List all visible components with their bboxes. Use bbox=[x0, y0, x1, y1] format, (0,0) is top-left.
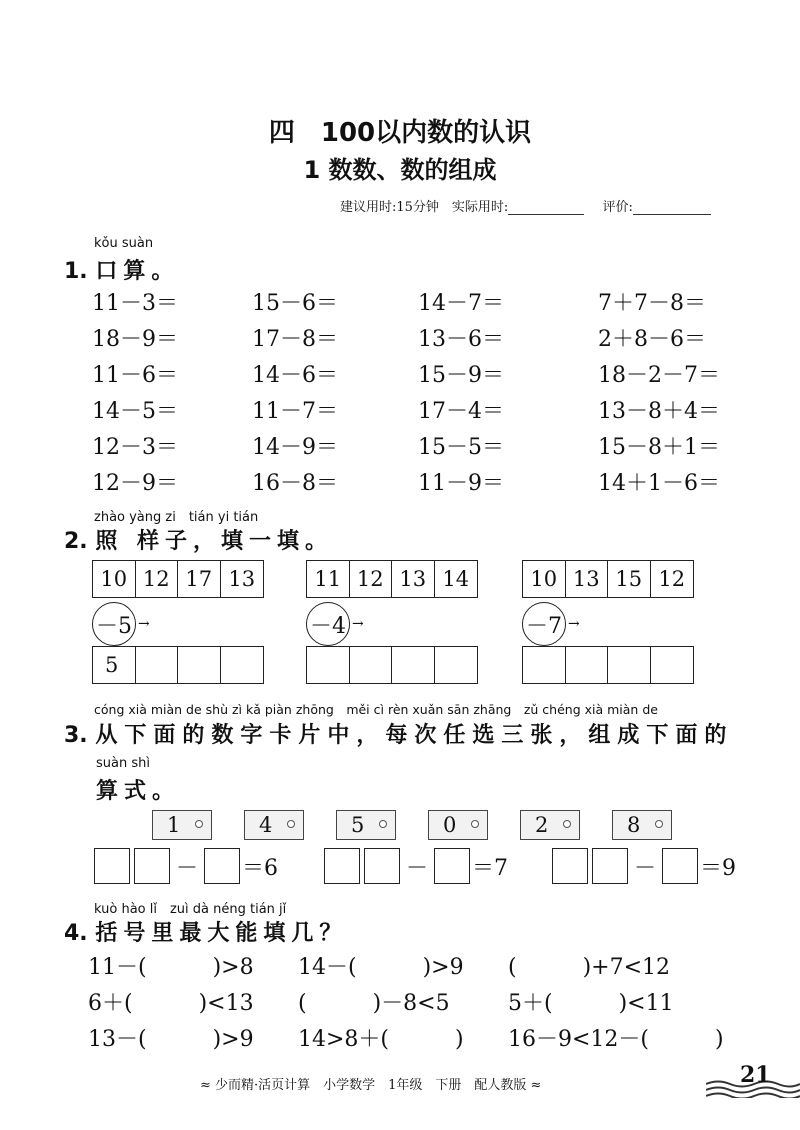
q3-heading bbox=[64, 718, 733, 749]
card-digit: 0 bbox=[443, 813, 457, 837]
equation-result: ＝6 bbox=[242, 855, 279, 881]
card-hole-icon bbox=[379, 820, 387, 828]
rating-label: 评价: bbox=[602, 200, 633, 215]
equation-row bbox=[552, 848, 736, 884]
card-hole-icon bbox=[195, 820, 203, 828]
number-cell: 14 bbox=[442, 567, 470, 591]
card-digit: 5 bbox=[351, 813, 365, 837]
q1-number: 1. bbox=[64, 259, 88, 284]
inequality-problem[interactable]: ( )－8<5 bbox=[298, 991, 450, 1016]
answer-cell[interactable] bbox=[350, 647, 393, 683]
equation-result: ＝9 bbox=[700, 855, 737, 881]
calc-problem[interactable]: 15－8＋1＝ bbox=[598, 435, 720, 460]
q1-label: 口算。 bbox=[95, 259, 180, 284]
number-cell: 10 bbox=[523, 561, 566, 597]
number-cell: 15 bbox=[608, 561, 651, 597]
inequality-problem[interactable]: 6＋( )<13 bbox=[88, 991, 254, 1016]
q2-number: 2. bbox=[64, 529, 88, 554]
calc-problem[interactable]: 15－6＝ bbox=[252, 291, 338, 316]
answer-box[interactable] bbox=[592, 848, 628, 884]
equation-result: ＝7 bbox=[472, 855, 509, 881]
number-card bbox=[244, 810, 304, 840]
answer-cell[interactable]: 5 bbox=[93, 647, 136, 683]
answer-row bbox=[306, 646, 478, 684]
number-cell: 13 bbox=[566, 561, 609, 597]
calc-problem[interactable]: 13－6＝ bbox=[418, 327, 504, 352]
page-number: 21 bbox=[740, 1062, 771, 1088]
number-card bbox=[428, 810, 488, 840]
equation-row bbox=[94, 848, 278, 884]
answer-box[interactable] bbox=[94, 848, 130, 884]
operator-label: －5 bbox=[92, 602, 136, 646]
number-card bbox=[336, 810, 396, 840]
calc-problem[interactable]: 15－5＝ bbox=[418, 435, 504, 460]
calc-problem[interactable]: 12－9＝ bbox=[92, 471, 178, 496]
operation-circle bbox=[92, 602, 150, 646]
q1-heading bbox=[64, 254, 179, 285]
answer-box[interactable] bbox=[434, 848, 470, 884]
answer-cell[interactable] bbox=[435, 647, 477, 683]
calc-problem[interactable]: 18－9＝ bbox=[92, 327, 178, 352]
q1-pinyin: kǒu suàn bbox=[94, 236, 154, 251]
inequality-problem[interactable]: 13－( )>9 bbox=[88, 1027, 254, 1052]
answer-cell[interactable] bbox=[523, 647, 566, 683]
q4-label: 括号里最大能填几？ bbox=[95, 921, 348, 946]
card-digit: 4 bbox=[259, 813, 273, 837]
answer-cell[interactable] bbox=[307, 647, 350, 683]
actual-time-blank[interactable] bbox=[508, 201, 584, 215]
minus-sign: － bbox=[406, 855, 429, 881]
right-arrow-icon: → bbox=[352, 616, 364, 632]
operation-circle bbox=[306, 602, 364, 646]
calc-problem[interactable]: 11－7＝ bbox=[252, 399, 338, 424]
number-cell: 12 bbox=[658, 567, 686, 591]
operator-label: －7 bbox=[522, 602, 566, 646]
calc-problem[interactable]: 16－8＝ bbox=[252, 471, 338, 496]
number-cell: 12 bbox=[350, 561, 393, 597]
q4-heading bbox=[64, 916, 347, 947]
rating-blank[interactable] bbox=[633, 201, 711, 215]
q3-pinyin-line1: cóng xià miàn de shù zì kǎ piàn zhōng měi cì rèn xuǎn sān zhāng zǔ chéng xià miàn de bbox=[94, 702, 658, 717]
operator-label: －4 bbox=[306, 602, 350, 646]
right-arrow-icon: → bbox=[568, 616, 580, 632]
calc-problem[interactable]: 17－8＝ bbox=[252, 327, 338, 352]
calc-problem[interactable]: 14－5＝ bbox=[92, 399, 178, 424]
inequality-problem[interactable]: 14－( )>9 bbox=[298, 955, 464, 980]
calc-problem[interactable]: 7＋7－8＝ bbox=[598, 291, 706, 316]
calc-problem[interactable]: 15－9＝ bbox=[418, 363, 504, 388]
q4-pinyin: kuò hào lǐ zuì dà néng tián jǐ bbox=[94, 902, 287, 917]
top-number-row bbox=[92, 560, 264, 598]
answer-cell[interactable] bbox=[608, 647, 651, 683]
time-bar bbox=[340, 196, 711, 215]
answer-row bbox=[522, 646, 694, 684]
calc-problem[interactable]: 11－6＝ bbox=[92, 363, 178, 388]
answer-box[interactable] bbox=[324, 848, 360, 884]
right-arrow-icon: → bbox=[138, 616, 150, 632]
calc-problem[interactable]: 13－8＋4＝ bbox=[598, 399, 720, 424]
number-card bbox=[612, 810, 672, 840]
answer-box[interactable] bbox=[552, 848, 588, 884]
card-hole-icon bbox=[655, 820, 663, 828]
calc-problem[interactable]: 14－7＝ bbox=[418, 291, 504, 316]
q3-label-line2: 算式。 bbox=[96, 779, 181, 804]
card-digit: 1 bbox=[167, 813, 181, 837]
minus-sign: － bbox=[176, 855, 199, 881]
card-digit: 8 bbox=[627, 813, 641, 837]
top-number-row bbox=[522, 560, 694, 598]
card-digit: 2 bbox=[535, 813, 549, 837]
equation-row bbox=[324, 848, 508, 884]
calc-problem[interactable]: 2＋8－6＝ bbox=[598, 327, 706, 352]
q4-number: 4. bbox=[64, 921, 88, 946]
inequality-problem[interactable]: 11－( )>8 bbox=[88, 955, 254, 980]
answer-box[interactable] bbox=[134, 848, 170, 884]
q3-label-line1: 从下面的数字卡片中，每次任选三张，组成下面的 bbox=[95, 723, 734, 748]
answer-cell[interactable] bbox=[178, 647, 221, 683]
number-cell: 17 bbox=[178, 561, 221, 597]
inequality-problem[interactable]: 5＋( )<11 bbox=[508, 991, 674, 1016]
q2-label: 照 样子，填一填。 bbox=[95, 529, 334, 554]
number-cell: 10 bbox=[93, 561, 136, 597]
top-number-row bbox=[306, 560, 478, 598]
inequality-problem[interactable]: ( )+7<12 bbox=[508, 955, 671, 980]
q3-number: 3. bbox=[64, 723, 88, 748]
q2-heading bbox=[64, 524, 333, 555]
time-label: 建议用时:15分钟 实际用时: bbox=[340, 200, 509, 215]
q3-heading-line2 bbox=[96, 774, 180, 805]
calc-problem[interactable]: 11－3＝ bbox=[92, 291, 178, 316]
answer-cell[interactable] bbox=[566, 647, 609, 683]
answer-cell[interactable] bbox=[651, 647, 693, 683]
number-cell: 13 bbox=[228, 567, 256, 591]
number-cell: 11 bbox=[307, 561, 350, 597]
card-hole-icon bbox=[471, 820, 479, 828]
answer-box[interactable] bbox=[204, 848, 240, 884]
q2-pinyin: zhào yàng zi tián yi tián bbox=[94, 510, 259, 525]
inequality-problem[interactable]: 16－9<12－( ) bbox=[508, 1027, 724, 1052]
footer-text: ≈ 少而精·活页计算 小学数学 1年级 下册 配人教版 ≈ bbox=[200, 1078, 542, 1093]
calc-problem[interactable]: 14－9＝ bbox=[252, 435, 338, 460]
chapter-title: 四 100以内数的认识 bbox=[268, 118, 532, 148]
q3-pinyin-line2: suàn shì bbox=[96, 756, 150, 771]
answer-cell[interactable] bbox=[221, 647, 263, 683]
calc-problem[interactable]: 12－3＝ bbox=[92, 435, 178, 460]
number-card bbox=[520, 810, 580, 840]
answer-box[interactable] bbox=[364, 848, 400, 884]
number-card bbox=[152, 810, 212, 840]
number-cell: 12 bbox=[136, 561, 179, 597]
operation-circle bbox=[522, 602, 580, 646]
inequality-problem[interactable]: 14>8＋( ) bbox=[298, 1027, 464, 1052]
card-hole-icon bbox=[563, 820, 571, 828]
card-hole-icon bbox=[287, 820, 295, 828]
answer-cell[interactable] bbox=[392, 647, 435, 683]
calc-problem[interactable]: 14－6＝ bbox=[252, 363, 338, 388]
calc-problem[interactable]: 11－9＝ bbox=[418, 471, 504, 496]
answer-box[interactable] bbox=[662, 848, 698, 884]
calc-problem[interactable]: 14＋1－6＝ bbox=[598, 471, 720, 496]
answer-row bbox=[92, 646, 264, 684]
minus-sign: － bbox=[634, 855, 657, 881]
answer-cell[interactable] bbox=[136, 647, 179, 683]
calc-problem[interactable]: 17－4＝ bbox=[418, 399, 504, 424]
calc-problem[interactable]: 18－2－7＝ bbox=[598, 363, 720, 388]
number-cell: 13 bbox=[392, 561, 435, 597]
section-title: 1 数数、数的组成 bbox=[303, 156, 497, 184]
